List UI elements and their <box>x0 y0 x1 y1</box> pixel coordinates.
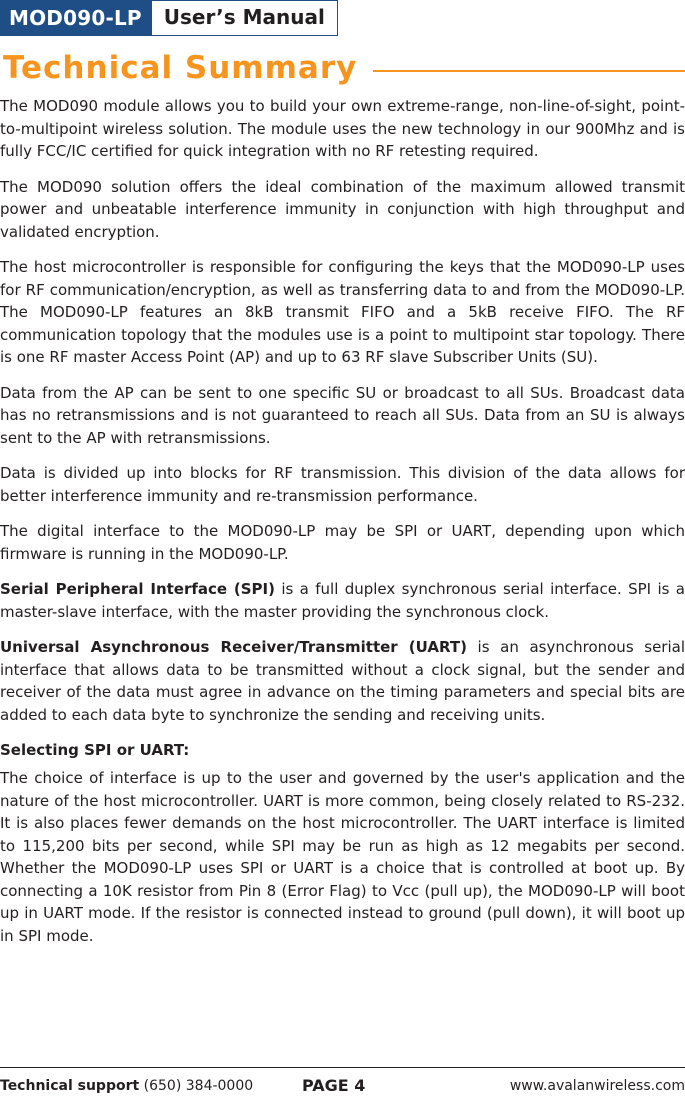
page-header <box>0 0 338 36</box>
title-divider <box>373 70 685 72</box>
website-link[interactable]: www.avalanwireless.com <box>509 1078 685 1094</box>
title-row <box>0 46 685 92</box>
paragraph-uart <box>0 636 685 726</box>
manual-label: User’s Manual <box>151 0 338 36</box>
paragraph-intro: The MOD090 module allows you to build your own extreme-range, non-line-of-sight, point-to-multipoint wireless solution. The module uses the new technology in our 900Mhz and is fully FCC/IC certified for quick integration with no RF retesting required. <box>0 97 685 160</box>
product-tag: MOD090-LP <box>0 0 151 36</box>
paragraph-solution: The MOD090 solution offers the ideal combination of the maximum allowed transmit power and unbeatable interference immunity in conjunction with high throughput and validated encryption. <box>0 177 685 241</box>
spi-term: Serial Peripheral Interface (SPI) <box>0 580 275 598</box>
footer-divider <box>0 1067 685 1068</box>
paragraph-blocks: Data is divided up into blocks for RF transmission. This division of the data allows for better interference immunity and re-transmission performance. <box>0 464 685 505</box>
support-info <box>0 1071 253 1101</box>
support-phone: (650) 384-0000 <box>139 1078 254 1094</box>
body-content <box>0 95 685 958</box>
page-title: Technical Summary <box>3 50 358 86</box>
paragraph-selecting: The choice of interface is up to the user and governed by the user's application and the nature of the host microcontroller. UART is more common, being closely related to RS-232. It is also places fewer demands on the host microcontroller. The UART interface is limited to 115,200 bits per second, while SPI may be run as high as 12 megabits per second. Whether the MOD090-LP uses SPI or UART is a choice that is controlled at boot up. By connecting a 10K resistor from Pin 8 (Error Flag) to Vcc (pull up), the MOD090-LP will boot up in UART mode. If the resistor is connected instead to ground (pull down), it will boot up in SPI mode. <box>0 769 685 945</box>
paragraph-broadcast: Data from the AP can be sent to one specific SU or broadcast to all SUs. Broadcast data has no retransmissions and is not guaranteed to reach all SUs. Data from an SU is always sent to the AP with retransmissions. <box>0 383 685 447</box>
selecting-heading: Selecting SPI or UART: <box>0 741 190 759</box>
paragraph-interface: The digital interface to the MOD090-LP may be SPI or UART, depending upon which firmware is running in the MOD090-LP. <box>0 522 685 563</box>
uart-description: is an asynchronous serial interface that allows data to be transmitted without a clock signal, but the sender and receiver of the data must agree in advance on the timing parameters and special bits are added to each data byte to synchronize the sending and receiving units. <box>0 638 685 724</box>
page-footer <box>0 1071 685 1101</box>
page-number: PAGE 4 <box>302 1076 366 1095</box>
paragraph-host: The host microcontroller is responsible for configuring the keys that the MOD090-LP uses for RF communication/encryption, as well as transferring data to and from the MOD090-LP. The MOD090-LP features an 8kB transmit FIFO and a 5kB receive FIFO. The RF communication topology that the modules use is a point to multipoint star topology. There is one RF master Access Point (AP) and up to 63 RF slave Subscriber Units (SU). <box>0 258 685 366</box>
uart-term: Universal Asynchronous Receiver/Transmitter (UART) <box>0 638 467 656</box>
support-label: Technical support <box>0 1078 140 1094</box>
paragraph-spi <box>0 578 685 623</box>
spi-description: is a full duplex synchronous serial interface. SPI is a master-slave interface, with the master providing the synchronous clock. <box>0 580 685 621</box>
